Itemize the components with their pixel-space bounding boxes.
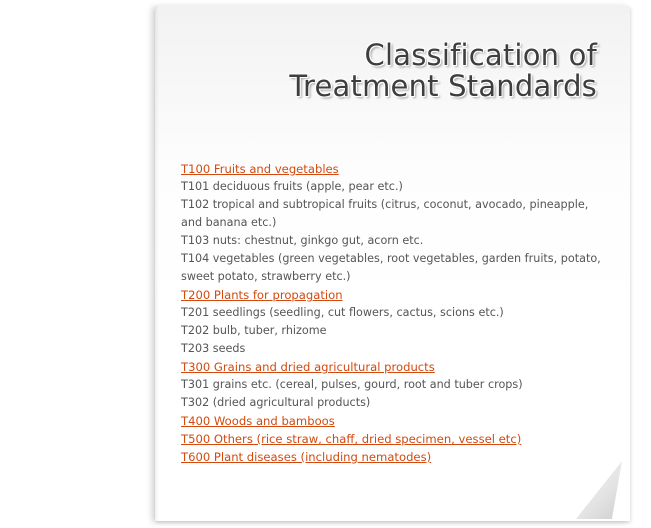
- list-item-t202: T202 bulb, tuber, rhizome: [181, 324, 327, 337]
- list-item-t103: T103 nuts: chestnut, ginkgo gut, acorn etc.: [181, 234, 424, 247]
- category-link-t100[interactable]: T100 Fruits and vegetables: [181, 162, 339, 176]
- list-item-t201: T201 seedlings (seedling, cut flowers, cactus, scions etc.): [181, 306, 504, 319]
- classification-list: [181, 160, 611, 466]
- paper-edge-shadow: [155, 6, 159, 521]
- category-link-t600[interactable]: T600 Plant diseases (including nematodes): [181, 450, 432, 464]
- page-title-line-1: Classification of: [364, 38, 597, 72]
- page-curl-icon: [576, 461, 622, 519]
- category-link-t400[interactable]: T400 Woods and bamboos: [181, 414, 335, 428]
- category-link-t200[interactable]: T200 Plants for propagation: [181, 288, 343, 302]
- category-link-t500[interactable]: T500 Others (rice straw, chaff, dried specimen, vessel etc): [181, 432, 522, 446]
- list-item-t102: T102 tropical and subtropical fruits (citrus, coconut, avocado, pineapple, and banana etc.): [181, 198, 589, 229]
- page-title-line-2: Treatment Standards: [289, 69, 597, 103]
- list-item-t301: T301 grains etc. (cereal, pulses, gourd, root and tuber crops): [181, 378, 523, 391]
- list-item-t101: T101 deciduous fruits (apple, pear etc.): [181, 180, 403, 193]
- list-item-t203: T203 seeds: [181, 342, 246, 355]
- list-item-t302: T302 (dried agricultural products): [181, 396, 371, 409]
- list-item-t104: T104 vegetables (green vegetables, root vegetables, garden fruits, potato, sweet potato, strawberry etc.): [181, 252, 601, 283]
- page-title: [289, 40, 597, 102]
- category-link-t300[interactable]: T300 Grains and dried agricultural products: [181, 360, 435, 374]
- paper-sheet: [155, 6, 630, 521]
